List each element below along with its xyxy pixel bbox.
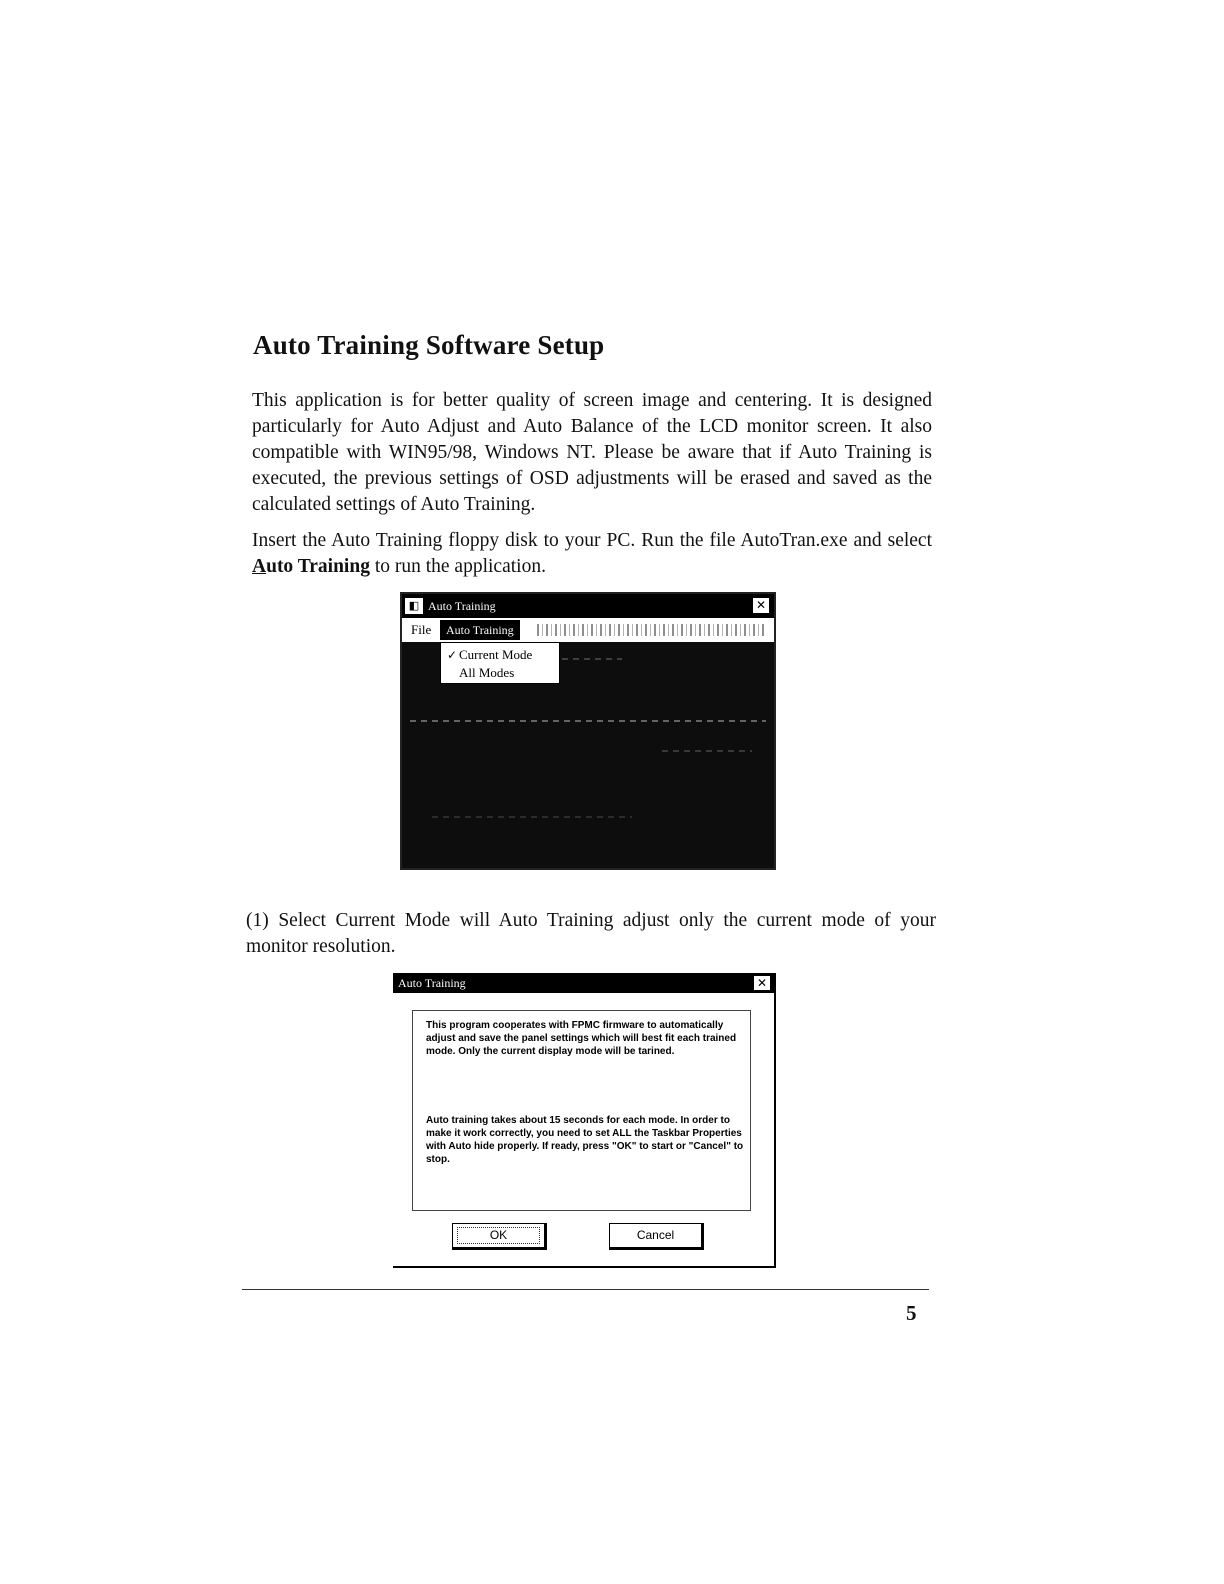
scan-noise	[432, 816, 632, 818]
instructions-paragraph	[252, 528, 932, 580]
scan-noise	[562, 658, 622, 660]
page-number: 5	[906, 1301, 917, 1325]
dialog-title: Auto Training	[398, 976, 466, 990]
app-title-bar	[402, 594, 774, 618]
close-icon[interactable]: ✕	[753, 975, 771, 991]
app-window-title: Auto Training	[428, 599, 496, 613]
instructions-text-after: to run the application.	[369, 556, 546, 577]
app-menu-bar	[402, 618, 774, 642]
auto-training-emphasis: Auto Training	[252, 556, 370, 577]
dialog-message-box	[412, 1010, 751, 1211]
scan-noise	[537, 624, 767, 636]
ok-button-label: OK	[489, 1228, 508, 1242]
intro-paragraph: This application is for better quality of screen image and centering. It is designed particularly for Auto Adjust and Auto Balance of the LCD monitor screen. It also compatible with WIN95/98, Windows NT. Please be aware that if Auto Training is executed, the previous settings of OSD adjustments will be erased and saved as the calculated settings of Auto Training.	[252, 390, 932, 515]
menu-file[interactable]: File	[411, 622, 432, 637]
step-1-paragraph: (1) Select Current Mode will Auto Training adjust only the current mode of your monitor resolution.	[246, 910, 936, 957]
dialog-title-bar	[393, 973, 774, 993]
menu-item-current-mode[interactable]: Current Mode	[459, 647, 533, 662]
menu-item-all-modes[interactable]: All Modes	[459, 665, 515, 680]
auto-training-app-window	[400, 592, 776, 870]
close-icon[interactable]: ✕	[752, 597, 770, 614]
auto-training-dropdown-menu	[440, 642, 560, 684]
dialog-message-1: This program cooperates with FPMC firmware to automatically adjust and save the panel settings which will best fit each trained mode. Only the current display mode will be tarined.	[426, 1020, 737, 1057]
auto-training-dialog	[393, 973, 776, 1268]
cancel-button[interactable]: Cancel	[609, 1223, 704, 1250]
menu-auto-training[interactable]: Auto Training	[440, 620, 520, 640]
app-icon: ◧	[404, 597, 424, 615]
check-mark-icon: ✓	[447, 648, 458, 662]
ok-button[interactable]	[452, 1223, 547, 1250]
section-heading: Auto Training Software Setup	[253, 330, 605, 360]
dialog-message-2: Auto training takes about 15 seconds for each mode. In order to make it work correctly, you need to set ALL the Taskbar Properties with Auto hide properly. If ready, press "OK" to start or "Cancel" to stop.	[426, 1115, 744, 1165]
instructions-text-before: Insert the Auto Training floppy disk to your PC. Run the file AutoTran.exe and select	[252, 530, 932, 551]
footer-rule	[242, 1289, 929, 1290]
scan-noise	[410, 720, 766, 722]
focus-rectangle	[457, 1227, 540, 1244]
scan-noise	[662, 750, 752, 752]
